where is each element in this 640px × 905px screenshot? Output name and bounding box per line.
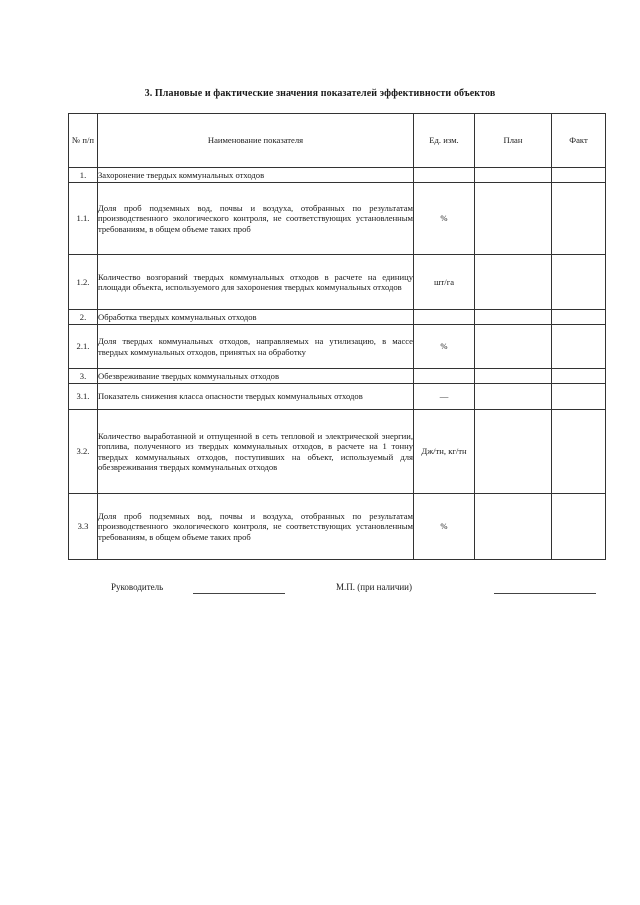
row-fact-cell [552,310,606,325]
row-num: 2.1. [69,325,98,369]
table-row-3-3 [69,494,606,560]
header-unit: Ед. изм. [414,114,475,168]
row-name: Доля проб подземных вод, почвы и воздуха, отобранных по результатам производственного экологического контроля, не соответствующих установленным требованиям, в общем объеме таких проб [98,183,414,255]
row-name: Доля проб подземных вод, почвы и воздуха, отобранных по результатам производственного экологического контроля, не соответствующих установленным требованиям, в общем объеме таких проб [98,494,414,560]
row-plan-cell [475,310,552,325]
row-num: 3.3 [69,494,98,560]
header-num: № п/п [69,114,98,168]
row-name: Захоронение твердых коммунальных отходов [98,168,414,183]
row-fact-cell [552,255,606,310]
table-row-1-2 [69,255,606,310]
row-fact-cell [552,384,606,410]
header-name: Наименование показателя [98,114,414,168]
row-num: 2. [69,310,98,325]
row-plan-cell [475,410,552,494]
indicators-table [68,113,606,560]
section-title: 3. Плановые и фактические значения показателей эффективности объектов [144,88,496,99]
row-name: Количество возгораний твердых коммунальных отходов в расчете на единицу площади объекта, используемого для захоронения твердых коммунальных отходов [98,255,414,310]
row-fact-cell [552,325,606,369]
row-unit: шт/га [414,255,475,310]
row-plan-cell [475,384,552,410]
row-fact-cell [552,369,606,384]
row-num: 3.1. [69,384,98,410]
row-unit [414,310,475,325]
row-plan-cell [475,168,552,183]
row-plan-cell [475,369,552,384]
row-unit: Дж/тн, кг/тн [414,410,475,494]
stamp-label: М.П. (при наличии) [336,582,412,592]
table-header-row [69,114,606,168]
row-plan-cell [475,325,552,369]
head-signature-label: Руководитель [111,582,164,592]
row-unit: % [414,183,475,255]
table-row-section-2 [69,310,606,325]
table-row-3-2 [69,410,606,494]
row-fact-cell [552,183,606,255]
row-name: Доля твердых коммунальных отходов, направляемых на утилизацию, в массе твердых коммунальных отходов, принятых на обработку [98,325,414,369]
row-num: 1.1. [69,183,98,255]
row-fact-cell [552,494,606,560]
row-unit: % [414,325,475,369]
row-unit [414,168,475,183]
row-name: Количество выработанной и отпущенной в сеть тепловой и электрической энергии, топлива, полученного из твердых коммунальных отходов, в расчете на 1 тонну твердых коммунальных отходов, поступивших на объект, используемый для обезвреживания твердых коммунальных отходов [98,410,414,494]
table-row-3-1 [69,384,606,410]
row-plan-cell [475,183,552,255]
stamp-signature-line [494,593,596,594]
row-unit: — [414,384,475,410]
row-num: 3.2. [69,410,98,494]
row-unit: % [414,494,475,560]
row-name: Обезвреживание твердых коммунальных отходов [98,369,414,384]
header-fact: Факт [552,114,606,168]
row-num: 1.2. [69,255,98,310]
table-row-section-3 [69,369,606,384]
row-fact-cell [552,410,606,494]
table-row-1-1 [69,183,606,255]
signature-area [0,582,640,602]
row-plan-cell [475,255,552,310]
table-row-2-1 [69,325,606,369]
table-row-section-1 [69,168,606,183]
row-name: Обработка твердых коммунальных отходов [98,310,414,325]
row-fact-cell [552,168,606,183]
row-name: Показатель снижения класса опасности твердых коммунальных отходов [98,384,414,410]
head-signature-line [193,593,285,594]
row-unit [414,369,475,384]
row-num: 1. [69,168,98,183]
row-num: 3. [69,369,98,384]
row-plan-cell [475,494,552,560]
header-plan: План [475,114,552,168]
